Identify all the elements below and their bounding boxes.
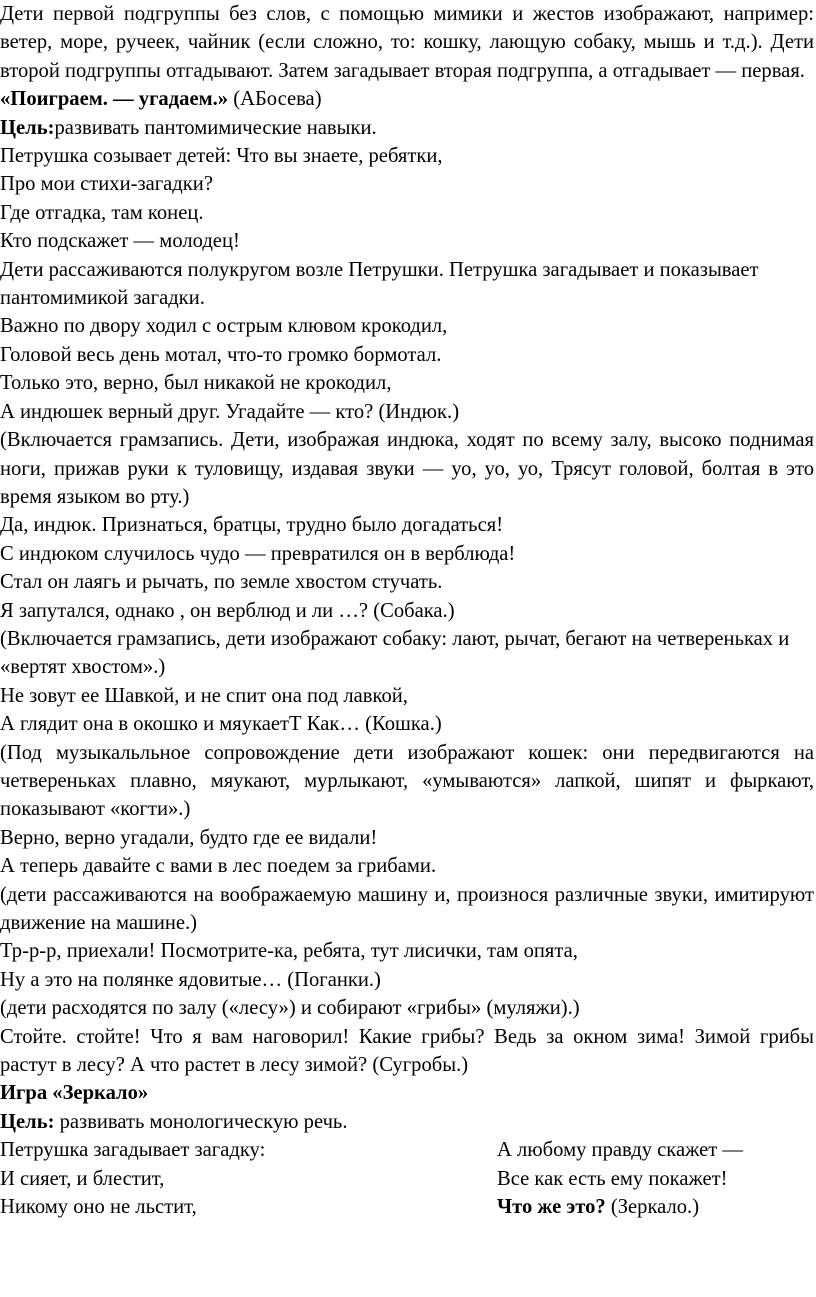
text-line: Не зовут ее Шавкой, и не спит она под лавкой, xyxy=(0,684,408,707)
riddle-right-column xyxy=(497,1136,816,1221)
goal-text: развивать монологическую речь. xyxy=(54,1110,348,1133)
text-line: А глядит она в окошко и мяукаетТ Как… (Кошка.) xyxy=(0,713,442,736)
text-line: И сияет, и блестит, xyxy=(0,1167,165,1190)
riddle-left-column xyxy=(0,1136,497,1221)
text-line: А индюшек верный друг. Угадайте — кто? (Индюк.) xyxy=(0,400,460,423)
game-author: (АБосева) xyxy=(228,88,322,111)
text-line xyxy=(497,1193,816,1221)
text-line: Тр-р-р, приехали! Посмотрите-ка, ребята, тут лисички, там опята, xyxy=(0,940,578,963)
goal-text: развивать пантомимические навыки. xyxy=(54,116,377,139)
riddle-answer: (Зеркало.) xyxy=(605,1196,700,1219)
paragraph: (Включается грамзапись. Дети, изображая индюка, ходят по всему залу, высоко поднимая ноги, прижав руки к туловищу, издавая звуки — уо, уо, уо, Трясут головой, болтая в это время языком во рту.) xyxy=(0,429,814,508)
paragraph: (Под музыкальльное сопровождение дети изображают кошек: они передвигаются на четвереньках плавно, мяукают, мурлыкают, «умываются» лапкой, шипят и фыркают, показывают «когти».) xyxy=(0,741,814,821)
text-line: Никому оно не льстит, xyxy=(0,1196,197,1219)
goal-line xyxy=(0,114,816,142)
text-line: А теперь давайте с вами в лес поедем за грибами. xyxy=(0,855,437,878)
text-line: Стал он лаягь и рычать, по земле хвостом стучать. xyxy=(0,571,443,594)
goal-label: Цель: xyxy=(0,1110,55,1133)
riddle-columns xyxy=(0,1136,816,1221)
text-line: (дети расходятся по залу («лесу») и собирают «грибы» (муляжи).) xyxy=(0,997,580,1020)
text-line: Верно, верно угадали, будто где ее видали! xyxy=(0,826,378,849)
text-line: А любому правду скажет — xyxy=(497,1139,743,1162)
game-title: Игра «Зеркало» xyxy=(0,1082,149,1105)
game-title: «Поиграем. — угадаем.» xyxy=(0,88,229,111)
goal-label: Цель: xyxy=(0,116,55,139)
text-line: Петрушка созывает детей: Что вы знаете, ребятки, xyxy=(0,145,443,168)
paragraph: Дети рассаживаются полукругом возле Петрушки. Петрушка загадывает и показывает пантомимикой загадки. xyxy=(0,258,759,310)
game-title-line xyxy=(0,1079,816,1107)
text-line: Да, индюк. Признаться, братцы, трудно было догадаться! xyxy=(0,514,504,537)
riddle-question: Что же это? xyxy=(497,1196,606,1219)
game-title-line xyxy=(0,85,816,113)
paragraph: Стойте. стойте! Что я вам наговорил! Какие грибы? Ведь за окном зима! Зимой грибы растут в лесу? А что растет в лесу зимой? (Сугробы.) xyxy=(0,1025,814,1077)
text-line: Головой весь день мотал, что-то громко бормотал. xyxy=(0,343,442,366)
text-line: Я запутался, однако , он верблюд и ли …? (Собака.) xyxy=(0,599,455,622)
intro-paragraph: Дети первой подгруппы без слов, с помощью мимики и жестов изображают, например: ветер, море, ручеек, чайник (если сложно, то: кошку, лающую собаку, мышь и т.д.). Дети второй подгруппы отгадывают. Затем загадывает вторая подгруппа, а отгадывает — первая. xyxy=(0,3,814,82)
text-line: Где отгадка, там конец. xyxy=(0,201,204,224)
text-line: Важно по двору ходил с острым клювом крокодил, xyxy=(0,315,448,338)
text-line: Все как есть ему покажет! xyxy=(497,1167,728,1190)
text-line: С индюком случилось чудо — превратился он в верблюда! xyxy=(0,542,516,565)
text-line: Про мои стихи-загадки? xyxy=(0,173,213,196)
paragraph: (дети рассаживаются на воображаемую машину и, произнося различные звуки, имитируют движение на машине.) xyxy=(0,883,814,934)
paragraph: (Включается грамзапись, дети изображают собаку: лают, рычат, бегают на четвереньках и «вертят хвостом».) xyxy=(0,627,790,679)
text-line: Ну а это на полянке ядовитые… (Поганки.) xyxy=(0,968,381,991)
text-line: Петрушка загадывает загадку: xyxy=(0,1139,266,1162)
text-line: Только это, верно, был никакой не крокодил, xyxy=(0,372,392,395)
text-line: Кто подскажет — молодец! xyxy=(0,230,240,253)
goal-line xyxy=(0,1108,816,1136)
